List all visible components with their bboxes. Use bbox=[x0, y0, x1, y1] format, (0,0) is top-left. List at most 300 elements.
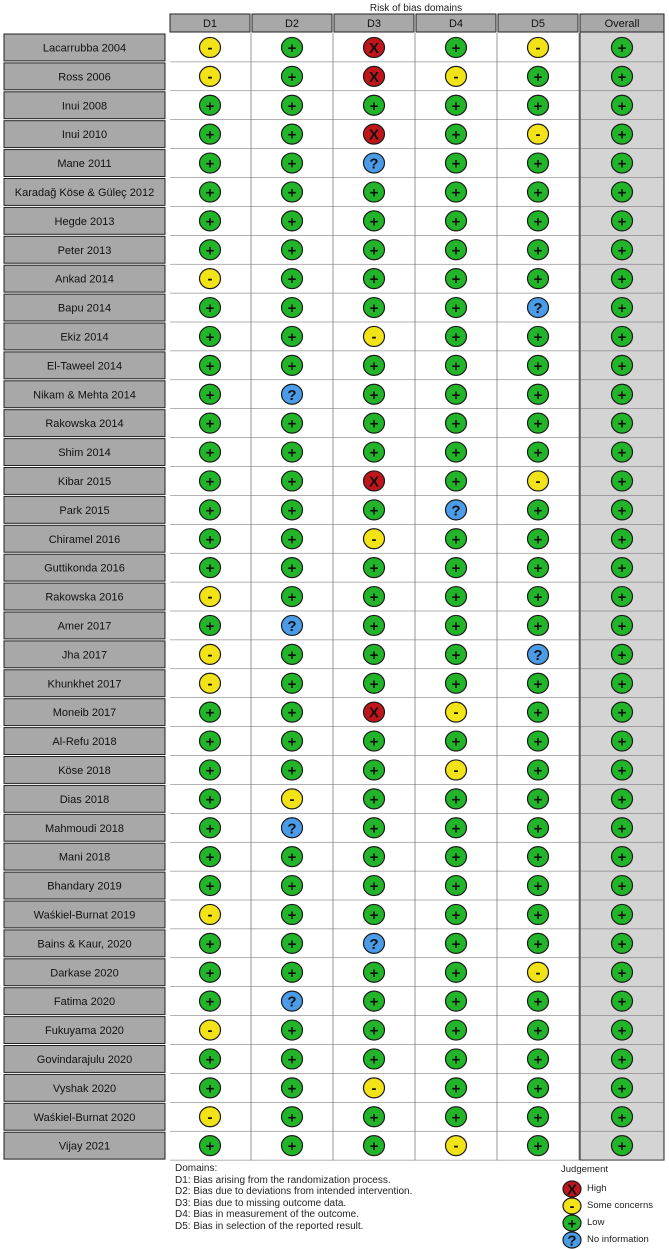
domains-legend-title: Domains: bbox=[175, 1163, 218, 1174]
rob-symbol-d3-glyph: + bbox=[369, 444, 379, 462]
rob-symbol-d2-glyph: + bbox=[287, 300, 297, 318]
rob-symbol-d3 bbox=[364, 1107, 385, 1127]
rob-symbol-d2 bbox=[282, 66, 303, 86]
rob-symbol-d5 bbox=[528, 904, 549, 924]
rob-symbol-d1-glyph: - bbox=[207, 1022, 213, 1040]
rob-symbol-d4 bbox=[446, 384, 467, 404]
rob-symbol-d4 bbox=[446, 847, 467, 867]
rob-symbol-d1-glyph: + bbox=[205, 531, 215, 549]
rob-symbol-overall-glyph: + bbox=[617, 1138, 627, 1156]
table-row bbox=[4, 352, 664, 380]
rob-symbol-d1 bbox=[200, 1107, 221, 1127]
study-label: Rakowska 2014 bbox=[45, 418, 124, 431]
rob-symbol-overall bbox=[612, 182, 633, 202]
rob-symbol-d4 bbox=[446, 298, 467, 318]
rob-symbol-d5-glyph: + bbox=[533, 531, 543, 549]
study-label: Ekiz 2014 bbox=[60, 331, 109, 344]
rob-symbol-d2 bbox=[282, 876, 303, 896]
rob-symbol-d1-glyph: + bbox=[205, 213, 215, 231]
rob-symbol-overall bbox=[612, 384, 633, 404]
rob-symbol-overall-glyph: + bbox=[617, 675, 627, 693]
rob-symbol-d1-glyph: + bbox=[205, 126, 215, 144]
rob-symbol-d3 bbox=[364, 876, 385, 896]
rob-symbol-d2 bbox=[282, 326, 303, 346]
rob-symbol-d2-glyph: + bbox=[287, 964, 297, 982]
rob-symbol-d4-glyph: + bbox=[451, 271, 461, 289]
rob-symbol-overall-glyph: + bbox=[617, 935, 627, 953]
study-label: Waśkiel-Burnat 2020 bbox=[33, 1111, 136, 1124]
rob-symbol-d4-glyph: + bbox=[451, 357, 461, 375]
column-header-d1 bbox=[170, 14, 250, 32]
table-row bbox=[4, 583, 664, 611]
low-icon bbox=[561, 1214, 583, 1232]
study-label: Park 2015 bbox=[59, 504, 110, 517]
rob-symbol-d1-glyph: + bbox=[205, 184, 215, 202]
rob-symbol-d1 bbox=[200, 37, 221, 57]
rob-symbol-overall bbox=[612, 789, 633, 809]
rob-symbol-overall-glyph: + bbox=[617, 328, 627, 346]
rob-symbol-d3-glyph: + bbox=[369, 878, 379, 896]
rob-symbol-d2-glyph: ? bbox=[287, 993, 297, 1011]
rob-symbol-d1-glyph: - bbox=[207, 675, 213, 693]
rob-symbol-d2-glyph: + bbox=[287, 155, 297, 173]
study-label: Lacarrubba 2004 bbox=[42, 42, 127, 55]
rob-symbol-d2-glyph: + bbox=[287, 328, 297, 346]
rob-symbol-d1 bbox=[200, 442, 221, 462]
rob-symbol-d2 bbox=[282, 211, 303, 231]
rob-symbol-overall bbox=[612, 442, 633, 462]
rob-symbol-d4-glyph: + bbox=[451, 97, 461, 115]
rob-symbol-d2 bbox=[282, 644, 303, 664]
rob-symbol-d1 bbox=[200, 673, 221, 693]
rob-symbol-d1-glyph: + bbox=[205, 878, 215, 896]
high-icon bbox=[561, 1180, 583, 1198]
rob-symbol-d1 bbox=[200, 962, 221, 982]
rob-symbol-d5-glyph: + bbox=[533, 184, 543, 202]
rob-symbol-d3 bbox=[364, 355, 385, 375]
rob-symbol-d1-glyph: + bbox=[205, 762, 215, 780]
rob-symbol-overall bbox=[612, 587, 633, 607]
rob-symbol-d5-glyph: + bbox=[533, 242, 543, 260]
rob-symbol-d4-glyph: - bbox=[453, 704, 459, 722]
rob-symbol-d1 bbox=[200, 355, 221, 375]
table-row bbox=[4, 1103, 664, 1131]
rob-symbol-d5 bbox=[528, 442, 549, 462]
rob-symbol-overall-glyph: + bbox=[617, 97, 627, 115]
rob-symbol-overall bbox=[612, 991, 633, 1011]
rob-symbol-d5 bbox=[528, 1136, 549, 1156]
rob-symbol-d3-glyph: + bbox=[369, 357, 379, 375]
rob-symbol-d3 bbox=[364, 442, 385, 462]
study-label: Chiramel 2016 bbox=[48, 533, 121, 546]
table-row bbox=[4, 525, 664, 553]
rob-symbol-d5-glyph: + bbox=[533, 791, 543, 809]
rob-symbol-overall bbox=[612, 1020, 633, 1040]
study-label: Hegde 2013 bbox=[54, 215, 115, 228]
table-row bbox=[4, 785, 664, 813]
rob-symbol-d3-glyph: + bbox=[369, 1051, 379, 1069]
rob-symbol-d2 bbox=[282, 153, 303, 173]
study-label: Ankad 2014 bbox=[55, 273, 114, 286]
rob-symbol-d2 bbox=[282, 673, 303, 693]
rob-symbol-d4-glyph: + bbox=[451, 300, 461, 318]
rob-symbol-d2 bbox=[282, 587, 303, 607]
rob-symbol-d3 bbox=[364, 933, 385, 953]
table-row bbox=[4, 439, 664, 467]
column-header-label: D5 bbox=[530, 18, 546, 30]
study-label: Bhandary 2019 bbox=[47, 880, 122, 893]
rob-symbol-d4 bbox=[446, 991, 467, 1011]
rob-symbol-d4-glyph: + bbox=[451, 589, 461, 607]
rob-symbol-d5-glyph: + bbox=[533, 560, 543, 578]
rob-symbol-d3-glyph: ? bbox=[369, 155, 379, 173]
rob-symbol-d1 bbox=[200, 789, 221, 809]
rob-symbol-d3-glyph: + bbox=[369, 762, 379, 780]
rob-symbol-d2-glyph: + bbox=[287, 357, 297, 375]
rob-symbol-d3-glyph: + bbox=[369, 415, 379, 433]
rob-symbol-d3-glyph: + bbox=[369, 1022, 379, 1040]
table-row bbox=[4, 843, 664, 871]
rob-symbol-d4-glyph: + bbox=[451, 155, 461, 173]
rob-symbol-d5 bbox=[528, 298, 549, 318]
column-header-d5 bbox=[498, 14, 578, 32]
judgement-legend-high bbox=[561, 1180, 667, 1198]
rob-symbol-d1 bbox=[200, 1020, 221, 1040]
rob-symbol-d3-glyph: - bbox=[371, 1079, 377, 1097]
rob-symbol-overall bbox=[612, 355, 633, 375]
rob-symbol-d4 bbox=[446, 587, 467, 607]
rob-symbol-d5-glyph: - bbox=[535, 472, 541, 490]
rob-symbol-d5-glyph: ? bbox=[533, 646, 543, 664]
rob-symbol-d5 bbox=[528, 66, 549, 86]
rob-symbol-d2-glyph: + bbox=[287, 906, 297, 924]
rob-symbol-d3-glyph: + bbox=[369, 97, 379, 115]
rob-symbol-d4 bbox=[446, 673, 467, 693]
rob-symbol-d5 bbox=[528, 1078, 549, 1098]
rob-symbol-overall-glyph: + bbox=[617, 791, 627, 809]
rob-symbol-d4-glyph: + bbox=[451, 444, 461, 462]
rob-symbol-d5 bbox=[528, 95, 549, 115]
rob-symbol-d2-glyph: + bbox=[287, 935, 297, 953]
rob-symbol-d4-glyph: - bbox=[453, 1137, 459, 1155]
rob-symbol-d5 bbox=[528, 240, 549, 260]
rob-symbol-d5-glyph: + bbox=[533, 155, 543, 173]
rob-symbol-d1 bbox=[200, 587, 221, 607]
rob-symbol-d1 bbox=[200, 182, 221, 202]
rob-symbol-overall-glyph: + bbox=[617, 213, 627, 231]
rob-symbol-d4 bbox=[446, 500, 467, 520]
rob-symbol-d1-glyph: - bbox=[207, 1108, 213, 1126]
rob-symbol-d5 bbox=[528, 1049, 549, 1069]
rob-symbol-d5 bbox=[528, 587, 549, 607]
judgement-legend-low-label: Low bbox=[587, 1217, 605, 1228]
rob-symbol-overall-glyph: + bbox=[617, 878, 627, 896]
rob-symbol-d3-glyph: + bbox=[369, 184, 379, 202]
rob-symbol-d5-glyph: + bbox=[533, 820, 543, 838]
rob-symbol-d2-glyph: + bbox=[287, 68, 297, 86]
rob-symbol-overall bbox=[612, 37, 633, 57]
rob-symbol-d2 bbox=[282, 529, 303, 549]
study-label: Fatima 2020 bbox=[53, 996, 116, 1009]
study-label: Darkase 2020 bbox=[50, 967, 119, 980]
rob-symbol-d3-glyph: + bbox=[369, 1109, 379, 1127]
rob-symbol-d5 bbox=[528, 500, 549, 520]
rob-symbol-d4 bbox=[446, 1049, 467, 1069]
rob-symbol-overall bbox=[612, 66, 633, 86]
table-row bbox=[4, 641, 664, 669]
table-row bbox=[4, 728, 664, 756]
rob-symbol-d5 bbox=[528, 789, 549, 809]
rob-symbol-d4 bbox=[446, 1020, 467, 1040]
rob-symbol-d4-glyph: + bbox=[451, 791, 461, 809]
study-label: Mahmoudi 2018 bbox=[45, 822, 124, 835]
rob-symbol-d4 bbox=[446, 933, 467, 953]
rob-symbol-d2 bbox=[282, 1078, 303, 1098]
rob-symbol-d5 bbox=[528, 962, 549, 982]
rob-symbol-overall bbox=[612, 673, 633, 693]
rob-symbol-overall-glyph: + bbox=[617, 68, 627, 86]
rob-symbol-d1-glyph: + bbox=[205, 415, 215, 433]
rob-symbol-d2-glyph: + bbox=[287, 473, 297, 491]
rob-symbol-d3 bbox=[364, 1049, 385, 1069]
rob-symbol-d2 bbox=[282, 95, 303, 115]
rob-symbol-d1-glyph: + bbox=[205, 993, 215, 1011]
rob-symbol-d4 bbox=[446, 731, 467, 751]
rob-symbol-overall-glyph: + bbox=[617, 386, 627, 404]
judgement-legend-high-label: High bbox=[587, 1183, 607, 1194]
rob-symbol-d4 bbox=[446, 153, 467, 173]
rob-symbol-d4-glyph: + bbox=[451, 617, 461, 635]
rob-symbol-d2-glyph: - bbox=[289, 790, 295, 808]
rob-symbol-d3-glyph: + bbox=[369, 906, 379, 924]
column-header-label: D2 bbox=[284, 18, 300, 30]
rob-symbol-d2 bbox=[282, 500, 303, 520]
rob-symbol-d4-glyph: + bbox=[451, 473, 461, 491]
rob-symbol-d5-glyph: + bbox=[533, 415, 543, 433]
rob-symbol-overall-glyph: + bbox=[617, 444, 627, 462]
rob-symbol-d3 bbox=[364, 37, 385, 57]
legend-symbol bbox=[563, 1232, 581, 1249]
domains-legend-item-d2: D2: Bias due to deviations from intended intervention. bbox=[175, 1186, 413, 1197]
rob-symbol-d2 bbox=[282, 1020, 303, 1040]
judgement-legend-noinfo-label: No information bbox=[587, 1234, 649, 1245]
study-label: Dias 2018 bbox=[59, 793, 110, 806]
study-label: El-Taweel 2014 bbox=[46, 360, 123, 373]
rob-symbol-d1 bbox=[200, 471, 221, 491]
rob-symbol-d4-glyph: - bbox=[453, 761, 459, 779]
rob-symbol-overall bbox=[612, 500, 633, 520]
rob-symbol-d3-glyph: + bbox=[369, 964, 379, 982]
rob-symbol-d5 bbox=[528, 37, 549, 57]
rob-symbol-d1 bbox=[200, 95, 221, 115]
rob-symbol-d2-glyph: + bbox=[287, 849, 297, 867]
rob-symbol-d3 bbox=[364, 1136, 385, 1156]
rob-symbol-d3-glyph: + bbox=[369, 242, 379, 260]
rob-symbol-d4-glyph: + bbox=[451, 126, 461, 144]
rob-symbol-d3 bbox=[364, 673, 385, 693]
rob-symbol-d5 bbox=[528, 615, 549, 635]
rob-symbol-d1 bbox=[200, 124, 221, 144]
rob-symbol-overall-glyph: + bbox=[617, 762, 627, 780]
study-label: Al-Refu 2018 bbox=[52, 736, 117, 749]
rob-symbol-overall-glyph: + bbox=[617, 126, 627, 144]
table-row bbox=[4, 468, 664, 496]
rob-symbol-d3 bbox=[364, 66, 385, 86]
rob-symbol-overall bbox=[612, 471, 633, 491]
rob-symbol-d1 bbox=[200, 240, 221, 260]
rob-symbol-overall-glyph: + bbox=[617, 733, 627, 751]
rob-symbol-overall-glyph: + bbox=[617, 415, 627, 433]
column-header-d3 bbox=[334, 14, 414, 32]
study-label: Karadağ Köse & Güleç 2012 bbox=[14, 186, 155, 199]
rob-symbol-d3-glyph: + bbox=[369, 386, 379, 404]
domains-legend-item-d1: D1: Bias arising from the randomization process. bbox=[175, 1174, 391, 1186]
legend-symbol bbox=[563, 1181, 581, 1198]
rob-symbol-d1-glyph: + bbox=[205, 502, 215, 520]
rob-symbol-d5 bbox=[528, 326, 549, 346]
rob-symbol-d1-glyph: + bbox=[205, 473, 215, 491]
rob-symbol-d3-glyph: X bbox=[368, 126, 380, 144]
rob-symbol-d5 bbox=[528, 1020, 549, 1040]
study-label: Shim 2014 bbox=[58, 447, 111, 460]
rob-symbol-d2-glyph: + bbox=[287, 1138, 297, 1156]
table-row bbox=[4, 294, 664, 322]
rob-symbol-d4-glyph: + bbox=[451, 1109, 461, 1127]
rob-symbol-d4-glyph: + bbox=[451, 878, 461, 896]
rob-symbol-d1 bbox=[200, 269, 221, 289]
rob-symbol-d2 bbox=[282, 240, 303, 260]
no-information-icon bbox=[561, 1231, 583, 1249]
rob-symbol-d3 bbox=[364, 211, 385, 231]
rob-symbol-d5-glyph: + bbox=[533, 993, 543, 1011]
rob-symbol-d5 bbox=[528, 644, 549, 664]
rob-symbol-d3 bbox=[364, 500, 385, 520]
rob-symbol-d4 bbox=[446, 702, 467, 722]
rob-symbol-d2-glyph: + bbox=[287, 1022, 297, 1040]
rob-symbol-overall-glyph: + bbox=[617, 617, 627, 635]
rob-symbol-d1 bbox=[200, 876, 221, 896]
table-row bbox=[4, 207, 664, 235]
rob-symbol-d5-glyph: + bbox=[533, 617, 543, 635]
rob-symbol-overall bbox=[612, 153, 633, 173]
rob-symbol-d5 bbox=[528, 413, 549, 433]
domains-legend bbox=[175, 1163, 412, 1232]
rob-symbol-d3-glyph: X bbox=[368, 473, 380, 491]
study-label: Govindarajulu 2020 bbox=[36, 1053, 133, 1066]
rob-symbol-d3 bbox=[364, 326, 385, 346]
study-label: Kibar 2015 bbox=[57, 475, 112, 488]
rob-symbol-d3 bbox=[364, 991, 385, 1011]
rob-symbol-d5 bbox=[528, 211, 549, 231]
chart-title: Risk of bias domains bbox=[369, 3, 463, 14]
column-header-d2 bbox=[252, 14, 332, 32]
rob-symbol-d2-glyph: + bbox=[287, 242, 297, 260]
table-row bbox=[4, 757, 664, 785]
rob-symbol-d3-glyph: + bbox=[369, 589, 379, 607]
rob-symbol-d1-glyph: + bbox=[205, 791, 215, 809]
rob-symbol-d2-glyph: + bbox=[287, 762, 297, 780]
rob-symbol-d1 bbox=[200, 211, 221, 231]
rob-symbol-d1 bbox=[200, 500, 221, 520]
study-label: Vyshak 2020 bbox=[52, 1082, 117, 1095]
rob-symbol-d3-glyph: + bbox=[369, 993, 379, 1011]
study-label: Nikam & Mehta 2014 bbox=[33, 389, 136, 402]
domains-legend-item-d4: D4: Bias in measurement of the outcome. bbox=[175, 1209, 359, 1220]
rob-symbol-d5-glyph: + bbox=[533, 906, 543, 924]
rob-symbol-d1-glyph: + bbox=[205, 617, 215, 635]
study-label: Guttikonda 2016 bbox=[44, 562, 125, 575]
rob-symbol-d3 bbox=[364, 1078, 385, 1098]
column-header-label: D4 bbox=[448, 18, 464, 30]
rob-symbol-d2 bbox=[282, 413, 303, 433]
rob-symbol-d3 bbox=[364, 558, 385, 578]
rob-symbol-d5-glyph: + bbox=[533, 386, 543, 404]
rob-symbol-d4-glyph: + bbox=[451, 1051, 461, 1069]
table-row bbox=[4, 410, 664, 438]
rob-symbol-d2-glyph: + bbox=[287, 39, 297, 57]
rob-symbol-d5-glyph: + bbox=[533, 589, 543, 607]
rob-symbol-overall-glyph: + bbox=[617, 300, 627, 318]
rob-symbol-d4 bbox=[446, 1107, 467, 1127]
rob-symbol-overall bbox=[612, 1049, 633, 1069]
rob-symbol-d4 bbox=[446, 1136, 467, 1156]
rob-symbol-d4 bbox=[446, 760, 467, 780]
rob-symbol-d5-glyph: + bbox=[533, 878, 543, 896]
table-row bbox=[4, 236, 664, 264]
rob-symbol-overall-glyph: + bbox=[617, 502, 627, 520]
rob-symbol-d4 bbox=[446, 876, 467, 896]
rob-symbol-d3-glyph: + bbox=[369, 617, 379, 635]
rob-symbol-d4 bbox=[446, 615, 467, 635]
rob-symbol-overall bbox=[612, 818, 633, 838]
rob-symbol-d1-glyph: + bbox=[205, 328, 215, 346]
rob-symbol-d2-glyph: + bbox=[287, 878, 297, 896]
rob-symbol-d3-glyph: + bbox=[369, 849, 379, 867]
rob-symbol-d4-glyph: + bbox=[451, 993, 461, 1011]
rob-symbol-d2 bbox=[282, 702, 303, 722]
rob-symbol-d5-glyph: + bbox=[533, 271, 543, 289]
rob-symbol-d1-glyph: + bbox=[205, 1138, 215, 1156]
rob-symbol-d3 bbox=[364, 731, 385, 751]
rob-symbol-overall-glyph: + bbox=[617, 357, 627, 375]
rob-symbol-d5-glyph: + bbox=[533, 733, 543, 751]
rob-symbol-d2-glyph: + bbox=[287, 126, 297, 144]
rob-symbol-d5 bbox=[528, 182, 549, 202]
rob-symbol-d3 bbox=[364, 818, 385, 838]
rob-symbol-overall-glyph: + bbox=[617, 242, 627, 260]
table-row bbox=[4, 670, 664, 698]
rob-symbol-d2-glyph: + bbox=[287, 213, 297, 231]
rob-symbol-d3-glyph: + bbox=[369, 213, 379, 231]
rob-symbol-overall bbox=[612, 731, 633, 751]
rob-symbol-overall-glyph: + bbox=[617, 906, 627, 924]
rob-symbol-d1 bbox=[200, 413, 221, 433]
table-row bbox=[4, 1132, 664, 1160]
rob-symbol-d1 bbox=[200, 384, 221, 404]
rob-symbol-d5 bbox=[528, 1107, 549, 1127]
judgement-legend-noinfo bbox=[561, 1231, 667, 1249]
rob-symbol-d1 bbox=[200, 66, 221, 86]
rob-symbol-d1-glyph: - bbox=[207, 68, 213, 86]
rob-symbol-d2-glyph: ? bbox=[287, 820, 297, 838]
rob-symbol-overall bbox=[612, 847, 633, 867]
rob-symbol-d5-glyph: + bbox=[533, 1138, 543, 1156]
rob-symbol-d1 bbox=[200, 615, 221, 635]
rob-symbol-d2 bbox=[282, 124, 303, 144]
rob-symbol-overall-glyph: + bbox=[617, 1080, 627, 1098]
rob-symbol-overall bbox=[612, 269, 633, 289]
rob-symbol-d1-glyph: + bbox=[205, 733, 215, 751]
